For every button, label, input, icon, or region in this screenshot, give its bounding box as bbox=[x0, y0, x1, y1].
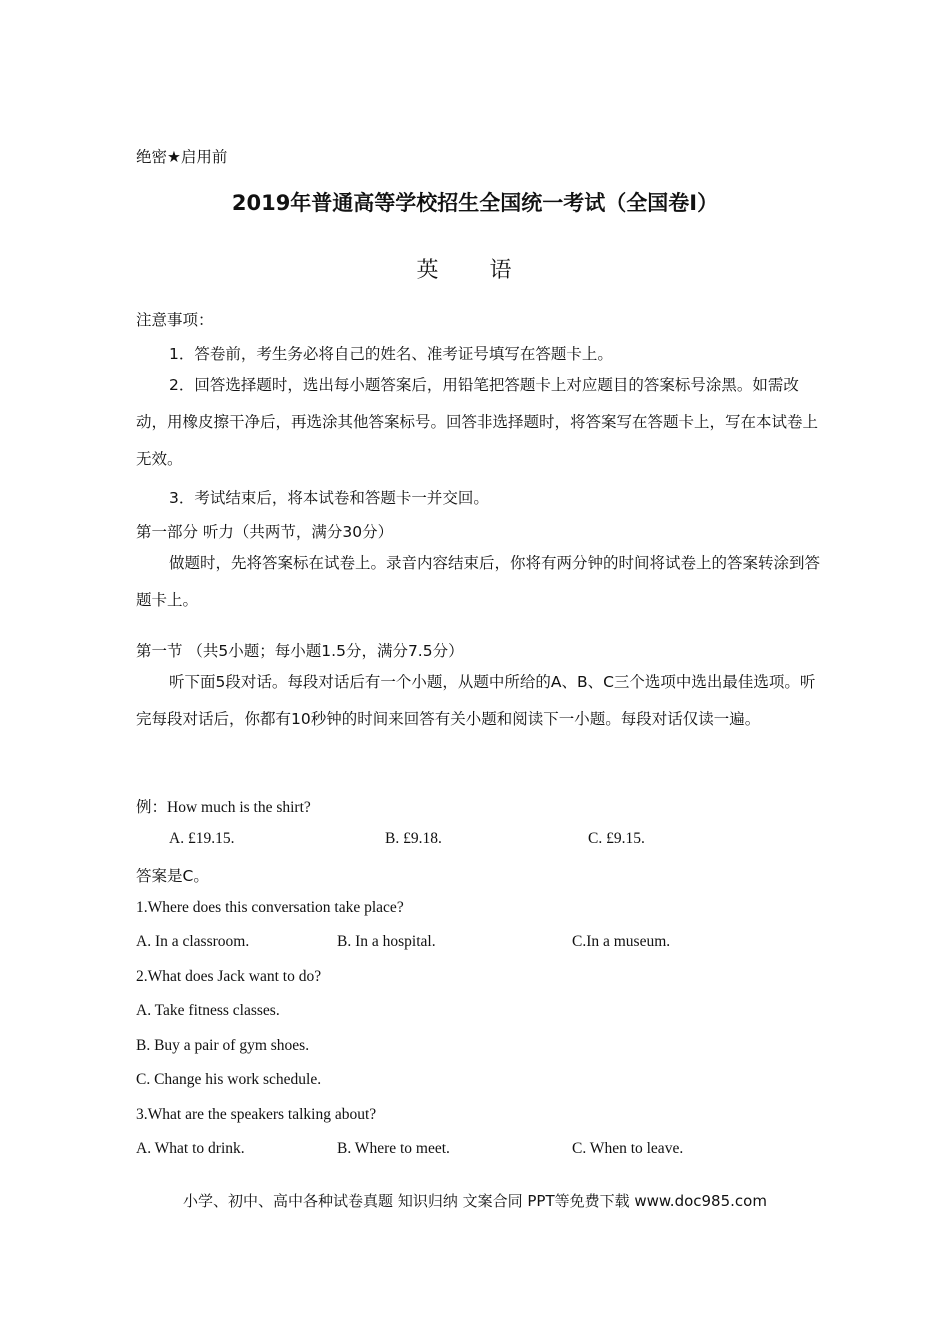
footer-text: 小学、初中、高中各种试卷真题 知识归纳 文案合同 PPT等免费下载 www.doc985.com bbox=[183, 1192, 767, 1210]
question-2-option-a: A. Take fitness classes. bbox=[136, 1002, 280, 1019]
part1-instructions: 做题时，先将答案标在试卷上。录音内容结束后，你将有两分钟的时间将试卷上的答案转涂到答题卡上。 bbox=[136, 554, 821, 609]
example-option-b: B. £9.18. bbox=[385, 830, 442, 847]
example-option-a: A. £19.15. bbox=[169, 830, 235, 847]
question-2-option-c: C. Change his work schedule. bbox=[136, 1071, 322, 1088]
example-option-c: C. £9.15. bbox=[588, 830, 645, 847]
subject-title: 英 语 bbox=[416, 258, 534, 283]
notes-heading: 注意事项： bbox=[136, 311, 214, 329]
question-1-option-b: B. In a hospital. bbox=[337, 933, 436, 950]
question-3-option-c: C. When to leave. bbox=[572, 1140, 684, 1157]
section1-instructions: 听下面5段对话。每段对话后有一个小题，从题中所给的A、B、C三个选项中选出最佳选项。听完每段对话后，你都有10秒钟的时间来回答有关小题和阅读下一小题。每段对话仅读一遍。 bbox=[136, 673, 816, 728]
example-question: 例：How much is the shirt? bbox=[136, 799, 311, 816]
note-item-3: 3．考试结束后，将本试卷和答题卡一并交回。 bbox=[169, 489, 489, 507]
section1-heading: 第一节 （共5小题；每小题1.5分，满分7.5分） bbox=[136, 642, 464, 660]
question-1-option-a: A. In a classroom. bbox=[136, 933, 250, 950]
question-3-option-b: B. Where to meet. bbox=[337, 1140, 450, 1157]
question-3-stem: 3.What are the speakers talking about? bbox=[136, 1106, 377, 1123]
example-answer: 答案是C。 bbox=[136, 867, 209, 885]
secret-mark: 绝密★启用前 bbox=[136, 148, 228, 166]
question-1-stem: 1.Where does this conversation take place? bbox=[136, 899, 404, 916]
question-3-option-a: A. What to drink. bbox=[136, 1140, 245, 1157]
question-1-option-c: C.In a museum. bbox=[572, 933, 671, 950]
note-item-1: 1．答卷前，考生务必将自己的姓名、准考证号填写在答题卡上。 bbox=[169, 345, 613, 363]
question-2-stem: 2.What does Jack want to do? bbox=[136, 968, 322, 985]
exam-title: 2019年普通高等学校招生全国统一考试（全国卷I） bbox=[231, 191, 719, 215]
question-2-option-b: B. Buy a pair of gym shoes. bbox=[136, 1037, 310, 1054]
part1-heading: 第一部分 听力（共两节，满分30分） bbox=[136, 523, 394, 541]
note-item-2: 2．回答选择题时，选出每小题答案后，用铅笔把答题卡上对应题目的答案标号涂黑。如需改动，用橡皮擦干净后，再选涂其他答案标号。回答非选择题时，将答案写在答题卡上，写在本试卷上无效。 bbox=[136, 376, 819, 468]
